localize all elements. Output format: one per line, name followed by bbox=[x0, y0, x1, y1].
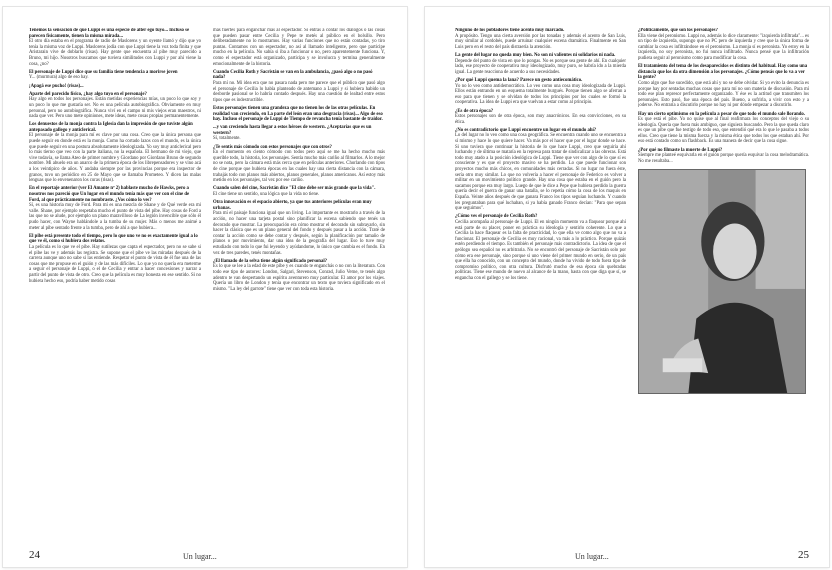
right-page-column-2 bbox=[638, 28, 809, 549]
right-page-columns bbox=[455, 28, 809, 549]
interview-question: Cuando Cecilia Roth y Sacristán se van en la ambulancia, ¿pasó algo o no pasó nada? bbox=[213, 69, 373, 81]
right-page-column-1 bbox=[455, 28, 626, 549]
interview-answer: Siempre me planteé esquivarla en el guión porque quería esquivar la cosa melodramática. No me resultaba... bbox=[638, 153, 809, 164]
interview-answer: Para mí el paisaje funciona igual que un living. Lo importante es mostrarlo a través de la acción, no hacer una tarjeta postal sino planificar la escena sabiendo que tenés un decorado que mostrar. La preocupación era cómo mostrar el decorado sin subrayarlo, sin hacer la clásica que es un plano general del fondo y después pasar a la acción. Traté de contar la acción como se debe contar y después, según la planificación por tamaño de planos o por movimiento, dar una idea de la geografía del lugar. Eso lo tuve muy estudiado con todo lo que fui leyendo y ayúdandome, lo único que cambia es el fondo. En vez de tres paredes, tenés montañas. bbox=[213, 211, 385, 256]
interview-answer: Sí, es una historia muy de Ford. Para mí es una mezcla de Shane y de Qué verde era mi valle. Shane, por ejemplo respetaba mucho el punto de vista del pibe. Hay cosas de Ford a las que no se alude, por ejemplo un plano maravilloso de La legión invencible que sólo él pudo hacer, con Wayne hablándole a la tumba de su mujer. Más o menos me animé a meter al pibe sentado frente a la tumba, pero de ahí a que hubiera... bbox=[29, 203, 201, 231]
interview-question: La gente del lugar no queda muy bien. No son ni valientes ni solidarios ni nada. bbox=[455, 52, 616, 58]
interview-answer: Es que está el pibe. Yo no quise que al final reafirmara los conceptos del viejo o su ideología. Quería que fuera más ambiguo, que siguiera buscando. Pero la que queda claro es que un pibe que fue testigo de todo eso, que entendió qué era lo que le pasaba a todos ellos. Creo que tiene la misma fuerza y la misma ética que todos los que estaban ahí. Por eso está contado como un flashback. Es una manera de decir que la cosa sigue. bbox=[638, 117, 809, 145]
interview-answer: En el momento en ciento cómodo con todos pero aquí se me ha hecho mucho más querible todo, la historia, los personajes. Sentía mucho más cariño al filmarlos. A lo mejor no se nota, pero la cámara está más cerca que en películas anteriores. Chorlando con tipos de cine porque que hubiera épocas en las cuales hay una cierta distancia con la cámara, trabajás todo con planos más abiertos, planos generales, planos americanos. Así estoy más metido en los personajes, tal vez por ese cariño. bbox=[213, 150, 385, 184]
interview-question: Aparte del parecido físico, ¿hay algo tuyo en el personaje? bbox=[29, 91, 147, 97]
interview-question: El tratamiento del tema de los desaparecidos es distinto del habitual. Hay como una distancia que los da otra dimensión a los personajes. ¿Cómo pensás que lo va a ver la gente? bbox=[638, 64, 808, 81]
interview-question: ¿Políticamente, qué son los personajes? bbox=[638, 28, 718, 33]
interview-answer: Para mí no. Mi idea era que no pasara nada pero me parece que el público que pasó algo el personaje de Cecilia lo había planteado de antemano a Luppi y si hubiera habido un desborde pasional se lo habría contado después. Hay una cuestión de lealtad entre estos tipos que es indestructible. bbox=[213, 80, 385, 103]
interview-question: Los denuestos de la monja contra la Iglesia dan la impresión de que tuviste algún antepasado gallego y anticlerical. bbox=[29, 122, 193, 133]
left-page-column-1 bbox=[29, 28, 201, 549]
interview-question: Ninguno de los pobladores tiene acento muy marcado. bbox=[455, 28, 565, 33]
interview-answer: Sí, totalmente. bbox=[213, 136, 241, 142]
interview-question: El pibe está presente todo el tiempo, pero lo que uno ve no es exactamente igual a lo que ve él, como si hubiera dos relatos. bbox=[29, 233, 198, 245]
interview-answer: Como algo que fue sucedido, que está ahí y no se debe olvidar. Si yo evito la denuncia es porque hay por sentadas muchas cosas que para mí no son materia de discusión. Para mí todo ese plan represor perfectamente organizado. Y ése es la actitud que transmiten los personajes. Esto pasó, fue una época del país. Bueno, a sufrirla, a vivir con esto y a joderse. No entraría a discutirlo porque no hay ni por dónde empezar a discutirlo. bbox=[638, 80, 809, 109]
interview-question: Tenemos la sensación de que Luppi es una especie de alter ego tuyo... Incluso se parecen físicamente, tienen la misma mirada... bbox=[29, 28, 190, 39]
interview-answer: El otro día estaba en el programa de radio de Maslorens y un oyente llamó y dijo que yo tenía la misma voz de Luppi. Maslorens jodía con que Luppi tiene la voz toda finita y que Aristarain vive de doblarlo (risas). Hay gente que encuentra al pibe muy parecido a Bruno, mi hijo. Nosotros buscamos que tuviera similitudes con Luppi y por ahí viene la cosa, ¿no? bbox=[29, 39, 201, 67]
interview-question: Hay un cierto optimismo en la película a pesar de que todo el mundo sale llorando. bbox=[638, 111, 805, 117]
page-number-right: 25 bbox=[798, 549, 809, 561]
interview-answer: Ella viene del peronismo. Luppi no, además lo dice claramente: "izquierda infiltrada"... es un tipo de izquierda, supongo que no PC pero de izquierda y cree que la única forma de cambiar la cosa es infiltrándose en el peronismo. La monja sí es peronista. Yo estoy en la izquierda, no soy peronista, no fui nunca infiltrado. Nunca pensé que la infiltración pudiera seguir al peronismo como para modificar la cosa. bbox=[638, 33, 809, 61]
interview-answer: Hay algo en todos los personajes. Están metidas experiencias mías, un poco lo que soy y un poco lo que me gustaría ser. No es una película autobiográfica. Obviamente en muy personal, pero no autobiográfica. Nunca viví en el campo ni mis viejos eran maestros, ni nada que ver. Pero uno mete opiniones, mete ideas, mete cosas propias permanentemente. bbox=[29, 97, 201, 120]
interview-answer: más fuertes para enganchar más al espectador. Si entrás a contar los diálogos o las cosas que pueden pasar entre Cecilia y Pepe te metés al público en el bolsillo. Pero deliberadamente no lo mostramos. Hay varias funciones que no están contadas, yo tiro puntas. Contamos con un espectador, no así al llamado inteligente, pero que participe mucho en la película. No sabía si iba a funcionar o no, pero aparentemente funciona. Y, como el espectador está organizado, participa y se involucra y termina generalmente emocionalmente de la historia. bbox=[213, 28, 385, 67]
right-page bbox=[425, 7, 829, 567]
interview-question: ¿Te sentís más cómodo con estos personajes que con otros? bbox=[213, 144, 332, 150]
portrait-photo-icon bbox=[639, 170, 805, 393]
interview-question: ¿Cómo ves el personaje de Cecilia Roth? bbox=[455, 214, 538, 220]
running-footer-left: Un lugar... bbox=[183, 552, 217, 561]
portrait-photo bbox=[638, 169, 806, 394]
interview-question: ¿El llamado de la selva tiene algún significado personal? bbox=[213, 258, 328, 264]
interview-answer: Depende del punto de vista en que lo pongas. No es porque sea gente de ahí. En cualquier lado, ese proyecto de cooperativa muy ideologizado, muy puro, se habría ido a la mierda igual. La gente reacciona de acuerdo a sus necesidades. bbox=[455, 58, 626, 75]
right-page-column-2-text bbox=[638, 28, 809, 164]
interview-question: Otra innovación es el espacio abierto, ya que tus anteriores películas eran muy urbanas. bbox=[213, 200, 372, 211]
interview-question: ¡Apagá ese pucho! (risas)... bbox=[29, 83, 84, 89]
left-page bbox=[3, 7, 407, 567]
interview-question: El personaje de Luppi dice que su familia tiene tendencia a morirse joven bbox=[29, 69, 178, 75]
running-footer-right: Un lugar... bbox=[575, 552, 609, 561]
interview-answer: La película es lo que ve el pibe. Hay sutilezas que capta el espectador, pero no se sabe si el pibe las ve y además las registra. Se supone que el pibe ve las miradas después de la carrera aunque uno no sabe si las entiende. Respetar el punto de vista de él fue una de las cosas que me propuse en el guión y de las más difíciles. Lo que yo no quería era meterme a seguir el personaje de Luppi, o el de Cecilia y entrar a hacer concesiones y narrar a partir del punto de vista de otro. Creo que la película es muy honesta en ese sentido. Si no hubiera hecho eso, podría haber metido cosas bbox=[29, 244, 201, 284]
interview-question: En el reportaje anterior (ver El Amante nº 2) hablaste mucho de Hawks, pero a nosotros nos pareció que Un lugar en el mundo tenía más que ver con el cine de Ford, al que prácticamente no nombraste. ¿Vos cómo lo ves? bbox=[29, 186, 190, 203]
left-page-columns bbox=[29, 28, 385, 549]
interview-answer: A propósito. Tengo una cierta aversión por las tonadas y además el acento de San Luis, muy similar al cordobés, puede arruinar cualquier escena dramática. Finalmente en San Luis pero en el resto del país distraería la atención. bbox=[455, 33, 626, 50]
interview-answer: Yo no lo veo como antidemocrático. Lo veo como una cosa muy ideologizada de Luppi. Ellos están entrando en un esquema totalmente burgués. Porque tienen algo se aferran a eso para que tienen y se olvidan de todos los principios por los cuales se formó la cooperativa. La idea de Luppi era que vuelvan a estar como al principio. bbox=[455, 83, 626, 106]
left-page-column-2 bbox=[213, 28, 385, 549]
interview-question: ...y van creciendo hasta llegar a estos héroes de western. ¿Aceptarías que es un western? bbox=[213, 125, 372, 136]
interview-answer: El personaje de la monja para mí es clave por una cosa. Creo que la única persona que puede seguir en donde está es la monja. Como ha cortado lazos con el mundo, es la única que puede seguir en una postura absolutamente ideologizada. Yo soy muy anticlerical pero lo más tierno que veo con la parte italiana, no la española. El hermano de mi viejo, que vive todavía, se llama Ateo de primer nombre y Giordano por Giordano Bruno de segundo nombre. Mi abuelo era un anarco de la primera época de los librepensadores y se vino acá a los veintipico de años. Y andaba siempre por las provincias porque era inspector de granos, tuvo un periódico en 25 de Mayo que se llamaba Prometeo. Y dicen las malas lenguas que lo envenenaron los curas (risas). bbox=[29, 133, 201, 184]
interview-question: ¿No es contradictorio que Luppi encuentre un lugar en el mundo ahí? bbox=[455, 127, 597, 133]
page-number-left: 24 bbox=[29, 549, 40, 561]
interview-question: ¿Por qué no filmaste la muerte de Luppi? bbox=[638, 147, 723, 153]
interview-answer: Lo del lugar no lo veo como una cosa geográfica. Se encuentra cuando uno se encuentra a sí mismo y hace lo que quiere hacer. Va más por el hacer que por el lugar donde se hace. Si uno tuviera que continuar la historia de lo que hace Luppi, creo que seguiría ahí luchando y de última se mataría en la represa para tratar de sindicalizar a las obreras. Está todo muy atado a la posición ideológica de Luppi. Tiene que ver con algo de lo que sí es consciente y es que el proyecto masivo se ha perdido. Lo que puede funcionar son proyectos mucho más chicos, en comunidades más cerradas. Si no lugar no fuera éste, sería otro muy similar. Lo que no volvería a hacer el personaje de Federico es volver a militar en un movimiento político grande. Hay una cosa que estaba en el guión pero la sacamos porque era muy largo. Luego de que le dice a Pepe que hubiera perdido la guerra quería decir el guerra de ganar una batalla, se lo repetía cómo la cosa de los maquis en España. Veinte años después de que ganara Franco los tipos seguían luchando. Y cuando les preguntaban para qué luchaban, si ya había ganado Franco decían: "Para que sepan que seguimos". bbox=[455, 133, 626, 212]
interview-answer: El cine tiene un sentido, una lógica que la vida no tiene. bbox=[213, 192, 320, 197]
interview-answer: Y... (murmura) algo de eso hay. bbox=[29, 75, 89, 81]
interview-answer: Es lo que se lee a la edad de este pibe y es cuando te enganchás o no con la literatura. Con todo ese tipo de autores: London, Salgari, Stevenson, Conrad, Julio Verne, te tenés algo adentro te van despertando un espíritu aventurero muy particular. El amor por los viajes. Quería un libro de London y tenía que encontrar un texto que tuviera significado en el mismo. "La ley del garrote" tiene que ver con toda esta historia. bbox=[213, 264, 385, 292]
interview-question: ¿Por qué Luppi quema la lana? Parece un gesto antiecomático. bbox=[455, 77, 583, 83]
interview-answer: Estos personajes son de otra época, son muy anacrónicos. En esa convicciones, en su ética. bbox=[455, 114, 626, 125]
interview-question: Cuando salen del cine, Sacristán dice "El cine debe ser más grande que la vida". bbox=[213, 186, 376, 192]
interview-question: Estos personajes tienen una grandeza que no tienen los de las otras películas. En realidad van creciendo, en La parte del león eran una desgracia (risas)... Algo de eso hay. Incluso el personaje de Luppi de Tiempo de revancha tenía bastante de traidor. bbox=[213, 105, 383, 123]
interview-question: ¿Es de otra época? bbox=[455, 108, 494, 114]
interview-answer: Cecilia acompaña al personaje de Luppi. El en ningún momento va a flaquear porque ahí está parte de su placer, poner en práctica su ideología y sentirlo coherente. Lo que a Cecilia la hace flaquear es la falta de practicidad, lo que ella ve como algo que no va a funcionar. El personaje de Cecilia es muy racional, va más a lo práctico. Porque quizás estén perdiendo el tiempo. Es también el personaje más contradictorio. La idea de que el geólogo sea español no es arbitraria. No se encontró del personaje de Sacristán solo por cómo era ese personaje, sino porque si uno viene del primer mundo en serio, de un país que ella ha conocido, con un concepto del mundo, donde ha vivido de todo fuera tipo de compromiso político, con otra cultura. Disfrutó mucho de esa época sin quebradas políticas. Tiene ese mundo de nuevo al alcance de la mano, hasta con que diga que sí, se engancha con el gallego y se los tiene. bbox=[455, 219, 626, 281]
